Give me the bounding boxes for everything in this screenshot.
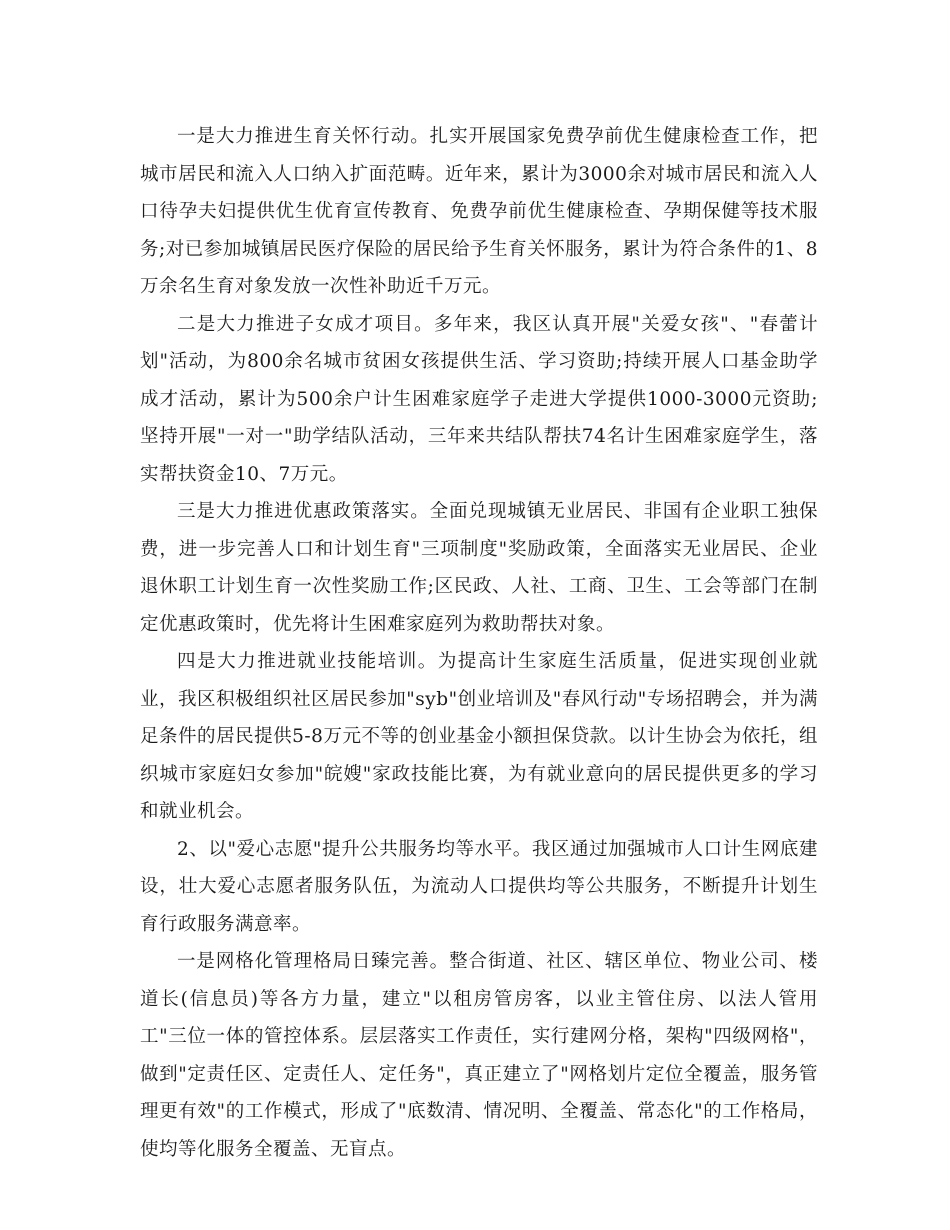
paragraph-grid-management: 一是网格化管理格局日臻完善。整合街道、社区、辖区单位、物业公司、楼道长(信息员)等各方力量，建立"以租房管房客，以业主管住房、以法人管用工"三位一体的管控体系。层层落实工作责任，实行建网分格，架构"四级网格"，做到"定责任区、定责任人、定任务"，真正建立了"网格划片定位全覆盖，服务管理更有效"的工作模式，形成了"底数清、情况明、全覆盖、常态化"的工作格局，使均等化服务全覆盖、无盲点。 [140,951,818,1160]
paragraph-preferential-policy: 三是大力推进优惠政策落实。全面兑现城镇无业居民、非国有企业职工独保费，进一步完善人口和计划生育"三项制度"奖励政策，全面落实无业居民、企业退休职工计划生育一次性奖励工作;区民政、人社、工商、卫生、工会等部门在制定优惠政策时，优先将计生困难家庭列为救助帮扶对象。 [140,501,818,635]
paragraph-volunteer-service: 2、以"爱心志愿"提升公共服务均等水平。我区通过加强城市人口计生网底建设，壮大爱心志愿者服务队伍，为流动人口提供均等公共服务，不断提升计划生育行政服务满意率。 [140,838,818,935]
paragraph-employment-training: 四是大力推进就业技能培训。为提高计生家庭生活质量，促进实现创业就业，我区积极组织社区居民参加"syb"创业培训及"春风行动"专场招聘会，并为满足条件的居民提供5-8万元不等的创业基金小额担保贷款。以计生协会为依托，组织城市家庭妇女参加"皖嫂"家政技能比赛，为有就业意向的居民提供更多的学习和就业机会。 [140,651,818,822]
paragraph-fertility-care: 一是大力推进生育关怀行动。扎实开展国家免费孕前优生健康检查工作，把城市居民和流入人口纳入扩面范畴。近年来，累计为3000余对城市居民和流入人口待孕夫妇提供优生优育宣传教育、免费孕前优生健康检查、孕期保健等技术服务;对已参加城镇居民医疗保险的居民给予生育关怀服务，累计为符合条件的1、8万余名生育对象发放一次性补助近千万元。 [140,126,818,297]
paragraph-children-success: 二是大力推进子女成才项目。多年来，我区认真开展"关爱女孩"、"春蕾计划"活动，为800余名城市贫困女孩提供生活、学习资助;持续开展人口基金助学成才活动，累计为500余户计生困难家庭学子走进大学提供1000-3000元资助;坚持开展"一对一"助学结队活动，三年来共结队帮扶74名计生困难家庭学生，落实帮扶资金10、7万元。 [140,313,818,485]
